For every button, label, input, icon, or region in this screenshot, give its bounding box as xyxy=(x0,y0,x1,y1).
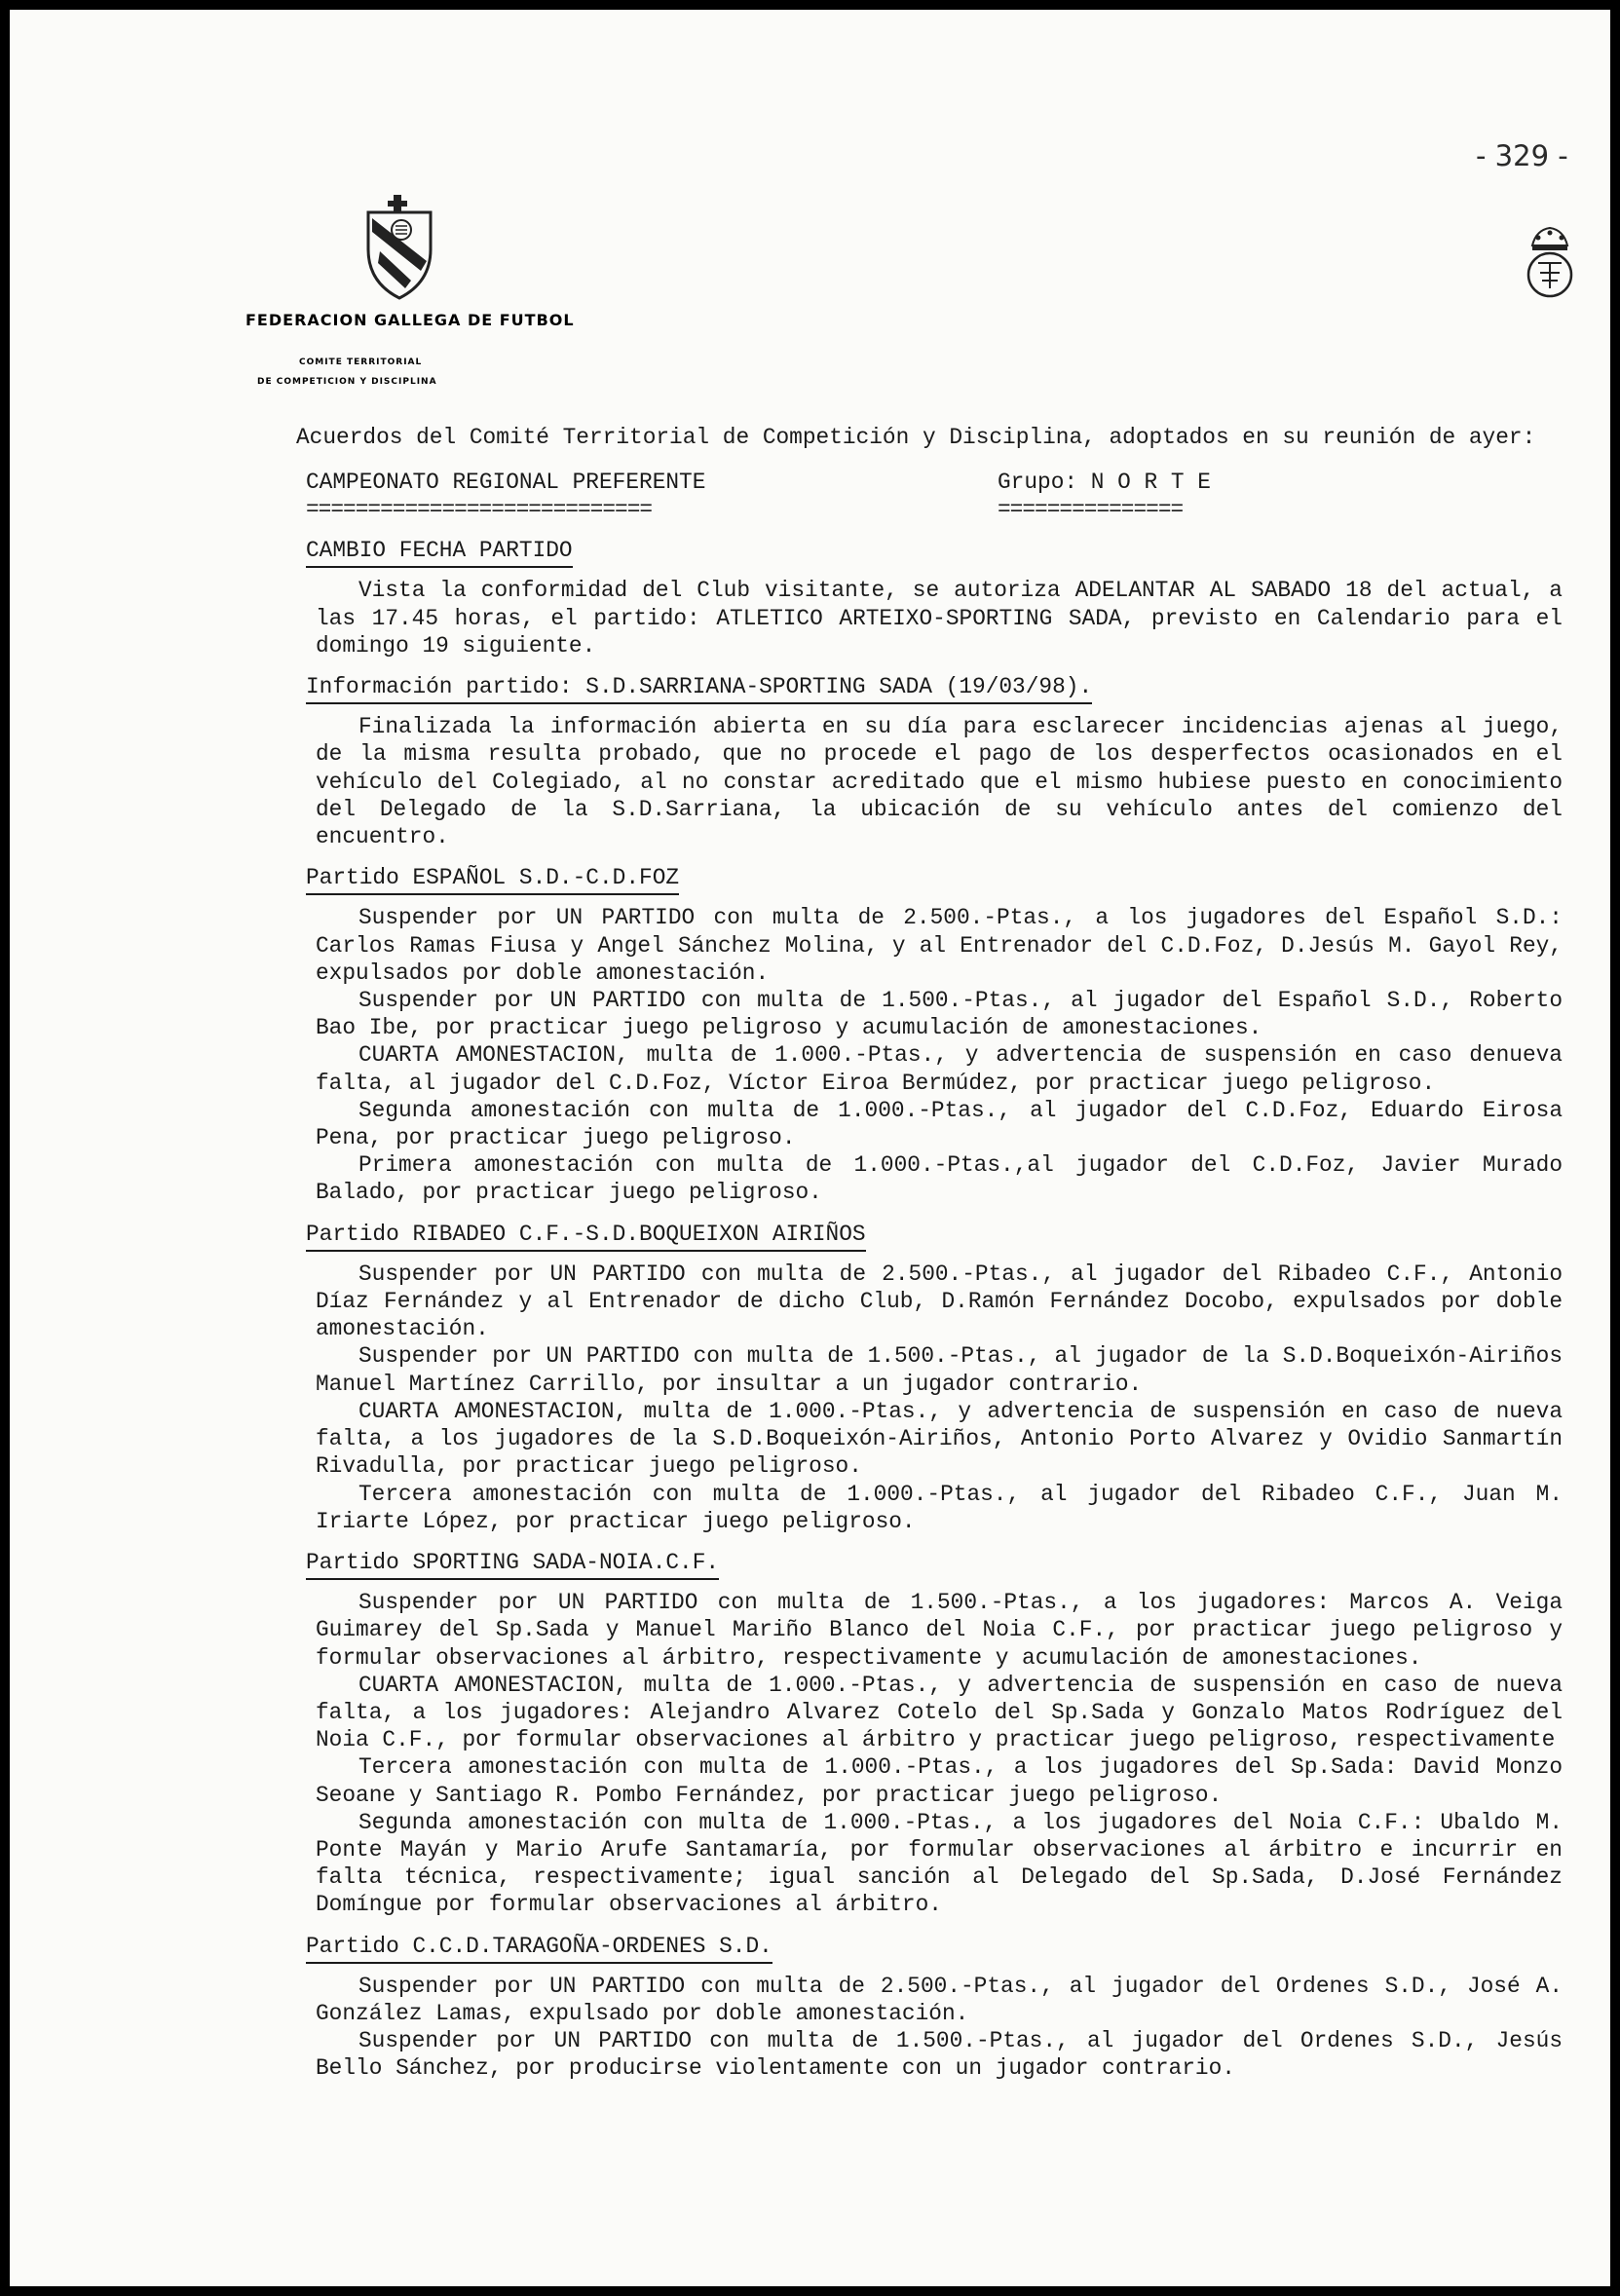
paragraph: Suspender por UN PARTIDO con multa de 2.500.-Ptas., al jugador del Ribadeo C.F., Antonio Díaz Fernández y al Entrenador de dicho Club, D.Ramón Fernández Docobo, expulsados por doble amonestación. xyxy=(316,1261,1563,1342)
paragraph: Suspender por UN PARTIDO con multa de 1.500.-Ptas., al jugador del Ordenes S.D., Jesús Bello Sánchez, por producirse violentamente con un jugador contrario. xyxy=(316,2028,1563,2082)
section-title: CAMBIO FECHA PARTIDO xyxy=(306,537,573,568)
category-title: CAMPEONATO REGIONAL PREFERENTE xyxy=(306,470,706,496)
intro-line: Acuerdos del Comité Territorial de Competición y Disciplina, adoptados en su reunión de ayer: xyxy=(296,425,1536,450)
paragraph: Primera amonestación con multa de 1.000.-Ptas.,al jugador del C.D.Foz, Javier Murado Balado, por practicar juego peligroso. xyxy=(316,1152,1563,1206)
paragraph: Suspender por UN PARTIDO con multa de 1.500.-Ptas., a los jugadores: Marcos A. Veiga Guimarey del Sp.Sada y Manuel Mariño Blanco del Noia C.F., por practicar juego peligroso y formular observaciones al árbitro, respectivamente y acumulación de amonestaciones. xyxy=(316,1590,1563,1671)
paragraph: Suspender por UN PARTIDO con multa de 2.500.-Ptas., al jugador del Ordenes S.D., José A. González Lamas, expulsado por doble amonestación. xyxy=(316,1973,1563,2026)
committee-subtitle: DE COMPETICION Y DISCIPLINA xyxy=(257,377,437,387)
document-body xyxy=(296,424,1563,2083)
section-title: Partido ESPAÑOL S.D.-C.D.FOZ xyxy=(306,864,679,895)
committee-name: COMITE TERRITORIAL xyxy=(299,358,423,367)
paragraph: Suspender por UN PARTIDO con multa de 1.500.-Ptas., al jugador de la S.D.Boqueixón-Airiños Manuel Martínez Carrillo, por insultar a un jugador contrario. xyxy=(316,1343,1563,1397)
section-taragona-ordenes xyxy=(306,1933,1563,2083)
paragraph: Tercera amonestación con multa de 1.000.-Ptas., al jugador del Ribadeo C.F., Juan M. Iriarte López, por practicar juego peligroso. xyxy=(316,1481,1563,1534)
section-ribadeo-boqueixon xyxy=(306,1221,1563,1535)
section-sporting-sada-noia xyxy=(306,1549,1563,1919)
section-espanol-foz xyxy=(306,864,1563,1206)
document-page xyxy=(10,10,1610,2286)
paragraph: CUARTA AMONESTACION, multa de 1.000.-Ptas., y advertencia de suspensión en caso de nueva falta, a los jugadores de la S.D.Boqueixón-Airiños, Antonio Porto Alvarez y Ovidio Sanmartín Rivadulla, por practicar juego peligroso. xyxy=(316,1398,1563,1480)
paragraph: CUARTA AMONESTACION, multa de 1.000.-Ptas., y advertencia de suspensión en caso denueva falta, al jugador del C.D.Foz, Víctor Eiroa Bermúdez, por practicar juego peligroso. xyxy=(316,1042,1563,1096)
section-cambio-fecha xyxy=(306,537,1563,659)
paragraph: Vista la conformidad del Club visitante, se autoriza ADELANTAR AL SABADO 18 del actual, a las 17.45 horas, el partido: ATLETICO ARTEIXO-SPORTING SADA, previsto en Calendario para el domingo 19 siguiente. xyxy=(316,578,1563,659)
group-title: Grupo: N O R T E xyxy=(998,470,1211,496)
section-title: Partido C.C.D.TARAGOÑA-ORDENES S.D. xyxy=(306,1933,772,1964)
paragraph: Finalizada la información abierta en su día para esclarecer incidencias ajenas al juego, de la misma resulta probado, que no procede el pago de los desperfectos ocasionados en el vehículo del Colegiado, al no constar acreditado que el mismo hubiese puesto en conocimiento del Delegado de la S.D.Sarriana, la ubicación de su vehículo antes del comienzo del encuentro. xyxy=(316,714,1563,850)
rfef-crown-emblem xyxy=(1523,224,1577,302)
paragraph: Suspender por UN PARTIDO con multa de 1.500.-Ptas., al jugador del Español S.D., Roberto Bao Ibe, por practicar juego peligroso y acumulación de amonestaciones. xyxy=(316,988,1563,1041)
section-title: Partido RIBADEO C.F.-S.D.BOQUEIXON AIRIÑOS xyxy=(306,1221,866,1252)
category-rule: ============================ xyxy=(306,497,653,523)
group-rule: =============== xyxy=(998,497,1184,523)
federation-name: FEDERACION GALLEGA DE FUTBOL xyxy=(245,311,575,329)
federation-shield-logo xyxy=(362,193,436,302)
paragraph: Segunda amonestación con multa de 1.000.-Ptas., a los jugadores del Noia C.F.: Ubaldo M. Ponte Mayán y Mario Arufe Santamaría, por formular observaciones al árbitro e incurrir en falta técnica, respectivamente; igual sanción al Delegado del Sp.Sada, D.José Fernández Domíngue por formular observaciones al árbitro. xyxy=(316,1809,1563,1918)
group xyxy=(998,469,1211,523)
section-informacion-partido xyxy=(306,673,1563,850)
paragraph: CUARTA AMONESTACION, multa de 1.000.-Ptas., y advertencia de suspensión en caso de nueva falta, a los jugadores: Alejandro Alvarez Cotelo del Sp.Sada y Gonzalo Matos Rodríguez del Noia C.F., por formular observaciones al árbitro y practicar juego peligroso, respectivamente xyxy=(316,1672,1563,1753)
paragraph: Suspender por UN PARTIDO con multa de 2.500.-Ptas., a los jugadores del Español S.D.: Carlos Ramas Fiusa y Angel Sánchez Molina, y al Entrenador del C.D.Foz, D.Jesús M. Gayol Rey, expulsados por doble amonestación. xyxy=(316,905,1563,986)
category-header xyxy=(296,469,1563,523)
section-title: Información partido: S.D.SARRIANA-SPORTING SADA (19/03/98). xyxy=(306,673,1092,704)
paragraph: Tercera amonestación con multa de 1.000.-Ptas., a los jugadores del Sp.Sada: David Monzo Seoane y Santiago R. Pombo Fernández, por practicar juego peligroso. xyxy=(316,1754,1563,1808)
page-number: - 329 - xyxy=(1476,139,1568,172)
paragraph: Segunda amonestación con multa de 1.000.-Ptas., al jugador del C.D.Foz, Eduardo Eirosa Pena, por practicar juego peligroso. xyxy=(316,1097,1563,1151)
category xyxy=(306,469,705,523)
section-title: Partido SPORTING SADA-NOIA.C.F. xyxy=(306,1549,719,1580)
